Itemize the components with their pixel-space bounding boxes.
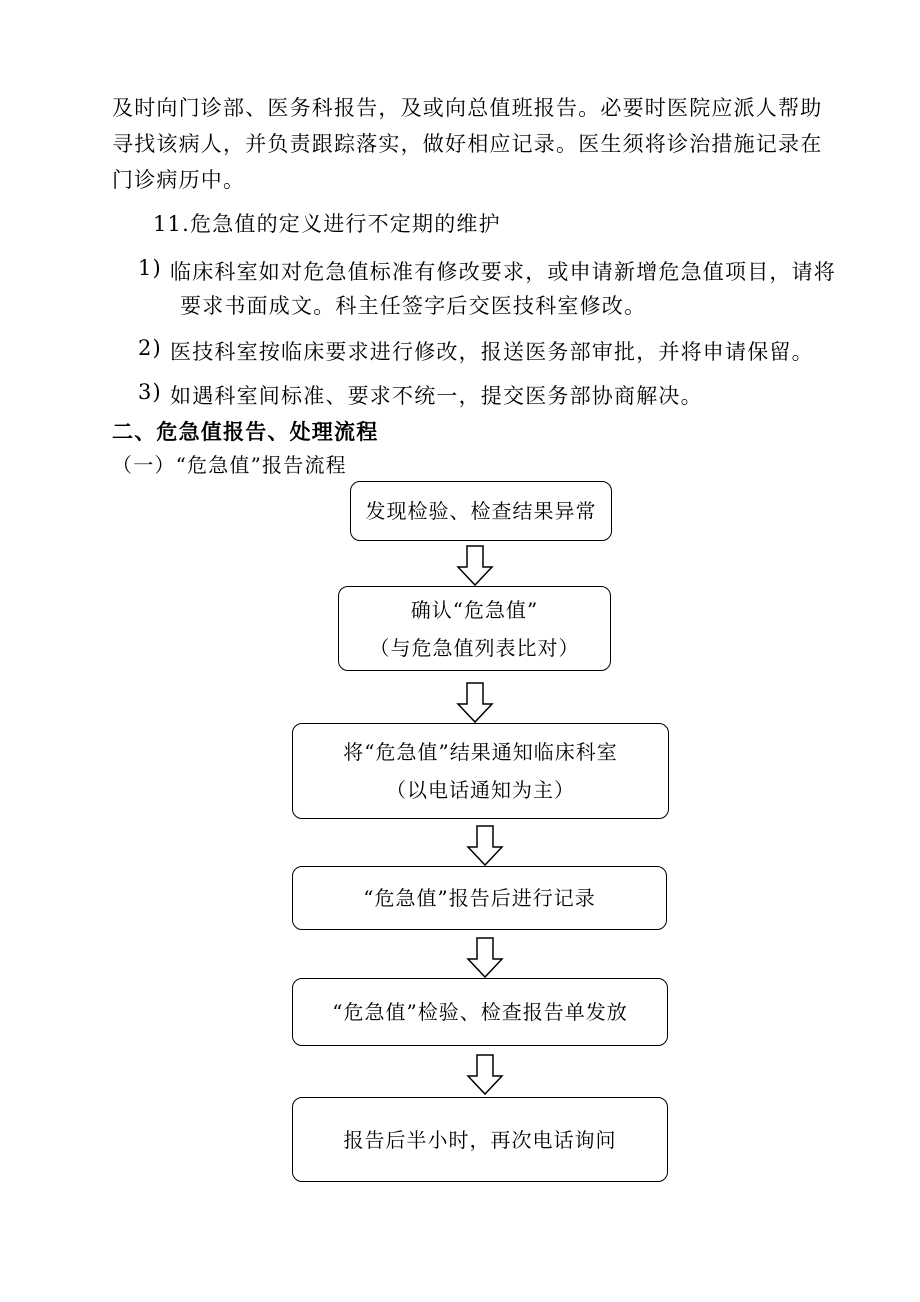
flow-step-1	[350, 481, 612, 541]
subsection-heading: （一）“危急值”报告流程	[112, 453, 347, 477]
flow-step-2-line2: （与危急值列表比对）	[369, 635, 580, 660]
flow-step-4	[292, 866, 667, 930]
down-arrow-icon	[455, 545, 495, 587]
flow-step-3-line2: （以电话通知为主）	[386, 778, 575, 802]
subitem-1-text: 临床科室如对危急值标准有修改要求，或申请新增危急值项目，请将	[170, 260, 836, 284]
down-arrow-icon	[455, 682, 495, 724]
flow-step-5-text: “危急值”检验、检查报告单发放	[332, 1000, 628, 1024]
flow-step-3	[292, 723, 669, 819]
subitem-2-number: 2)	[138, 336, 162, 360]
flow-step-1-text: 发现检验、检查结果异常	[365, 499, 597, 523]
down-arrow-icon	[465, 825, 505, 867]
paragraph-line: 门诊病历中。	[112, 168, 246, 192]
down-arrow-icon	[465, 937, 505, 979]
flow-step-6-text: 报告后半小时，再次电话询问	[343, 1127, 617, 1152]
subitem-1-text-cont: 要求书面成文。科主任签字后交医技科室修改。	[180, 294, 647, 318]
subitem-2-text: 医技科室按临床要求进行修改，报送医务部审批，并将申请保留。	[170, 340, 814, 364]
flow-step-5	[292, 978, 668, 1046]
section-heading: 二、危急值报告、处理流程	[112, 420, 379, 444]
subitem-3-text: 如遇科室间标准、要求不统一，提交医务部协商解决。	[170, 384, 703, 408]
paragraph-line: 及时向门诊部、医务科报告，及或向总值班报告。必要时医院应派人帮助	[112, 96, 823, 120]
flow-step-2-line1: 确认“危急值”	[410, 597, 539, 622]
flow-step-6	[292, 1097, 668, 1182]
paragraph-line: 寻找该病人，并负责跟踪落实，做好相应记录。医生须将诊治措施记录在	[112, 132, 823, 156]
flow-step-3-line1: 将“危急值”结果通知临床科室	[343, 740, 618, 764]
subitem-3-number: 3)	[138, 380, 162, 404]
flow-step-4-text: “危急值”报告后进行记录	[363, 886, 596, 910]
subitem-1-number: 1)	[138, 256, 162, 280]
item-11-heading: 11.危急值的定义进行不定期的维护	[153, 212, 501, 236]
flow-step-2	[338, 586, 611, 671]
down-arrow-icon	[465, 1054, 505, 1096]
